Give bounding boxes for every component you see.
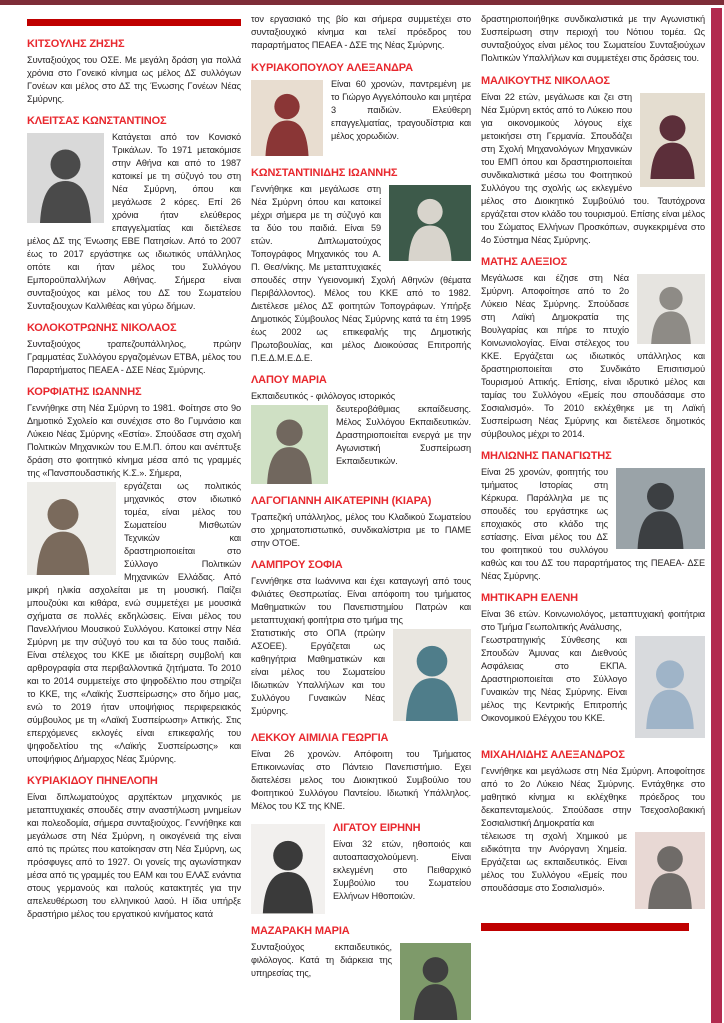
person-bio-part1: Γεννήθηκε και μεγάλωσε στη Νέα Σμύρνη. Αποφοίτησε από το 2ο Λύκειο Νέας Σμύρνης. Εντάχθηκε στο μαθητικό κίνημα κι εκλέχθηκε πρόεδρος του δεκαπενταμελούς. Σπούδασε στην Τσεχοσλοβακική Σοσιαλιστική Δημοκρατία και bbox=[481, 766, 705, 828]
person-bio-part1: Είναι 36 ετών. Κοινωνιολόγος, μεταπτυχιακή φοιτήτρια στο Τμήμα Γεωπολιτικής Ανάλυσης, bbox=[481, 609, 705, 632]
person-bio: Κατάγεται από τον Κονισκό Τρικάλων. Το 1971 μετακόμισε στην Αθήνα και από το 1987 κατοικεί με τη σύζυγό του στη Νέα Σμύρνη, όπου και μεγάλωσε 2 κόρες. Επί 26 χρόνια ήταν ελεύθερος επαγγελματίας και διετέλεσε μέλος ΔΣ της Ένωσης ΕΒΕ Πατησίων. Από το 2007 έως το 2017 εργάστηκε ως ιδιωτικός υπάλληλος οπότε και ήταν μέλος του Συλλόγου Εμποροϋπαλλήλων Αθήνας. Σήμερα είναι συνταξιούχος και μέλος του ΔΣ του Σωματείου Συνταξιουχων Καλλιθέας και γύρω δήμων. bbox=[27, 132, 241, 311]
side-rule bbox=[711, 8, 722, 1023]
person-bio: Συνταξιούχος τραπεζουπάλληλος, πρώην Γραμματέας Συλλόγου εργαζομένων ΕΤΒΑ, μέλος του Παραρτήματος ΠΕΑΕΑ - ΔΣΕ Νέας Σμύρνης. bbox=[27, 339, 241, 375]
person-name: ΛΑΓΟΓΙΑΝΝΗ ΑΙΚΑΤΕΡΙΝΗ (ΚΙΑΡΑ) bbox=[251, 495, 432, 507]
person-bio-part1: Γεννήθηκε στα Ιωάννινα και έχει καταγωγή από τους Φιλιάτες Θεσπρωτίας. Είναι απόφοιτη του τμήματος Μαθηματικών του Πανεπιστημίου Πατρών και μεταπτυχιακή φοιτήτρια στο τμήμα της bbox=[251, 576, 471, 625]
column-1 bbox=[27, 13, 241, 1021]
person-name: ΚΩΝΣΤΑΝΤΙΝΙΔΗΣ ΙΩΑΝΝΗΣ bbox=[251, 167, 398, 179]
person-name: ΛΑΠΟΥ ΜΑΡΙΑ bbox=[251, 374, 327, 386]
person-bio-part2: Γεωστρατηγικής Σύνθεσης και Σπουδών Άμυνας και Διεθνούς Ασφάλειας στο ΕΚΠΑ. Δραστηριοποιείται στο Σύλλογο Γυναικών της Νέας Σμύρνης. Είναι μέλος της Κεντρικής Επιτροπής Οικονομικού Ελέγχου του ΚΚΕ. bbox=[481, 635, 627, 723]
entry-kyriakidou bbox=[27, 775, 241, 921]
section-lead-bar bbox=[27, 19, 241, 26]
entry-kyriakopoulou bbox=[251, 62, 471, 158]
photo-konstantinidis bbox=[389, 185, 471, 261]
person-name: ΜΑΛΙΚΟΥΤΗΣ ΝΙΚΟΛΑΟΣ bbox=[481, 75, 610, 87]
photo-mazaraki bbox=[400, 943, 471, 1020]
entry-michailidis bbox=[481, 749, 705, 911]
person-name: ΛΑΜΠΡΟΥ ΣΟΦΙΑ bbox=[251, 559, 343, 571]
person-name: ΚΥΡΙΑΚΙΔΟΥ ΠΗΝΕΛΟΠΗ bbox=[27, 775, 158, 787]
kyriakidou-bio-continuation: τον εργασιακό της βίο και σήμερα συμμετέχει στο συνταξιουχικό κίνημα και τελεί πρόεδρος του παραρτήματος ΠΕΑΕΑ - ΔΣΕ της Νέας Σμύρνης. bbox=[251, 14, 471, 50]
person-bio: Είναι 60 χρονών, παντρεμένη με το Γιώργο Αγγελόπουλο και μητέρα 3 παιδιών. Ελεύθερη επαγγελματίας, τραγουδίστρια και μέλος χορωδιών. bbox=[331, 79, 471, 141]
person-bio-part2: τέλειωσε τη σχολή Χημικού με ειδικότητα την Ανόργανη Χημεία. Εργάζεται ως εκπαιδευτικός. Είναι μέλος του Συλλόγου «Εμείς που σπουδάσαμε στο Σοσιαλισμό». bbox=[481, 831, 627, 893]
person-name: ΛΕΚΚΟΥ ΑΙΜΙΛΙΑ ΓΕΩΡΓΙΑ bbox=[251, 732, 389, 744]
person-bio: Τραπεζική υπάλληλος, μέλος του Κλαδικού Σωματείου στο χρηματοπιστωτικό, συνδικαλίστρια με το ΠΑΜΕ στην ΟΤΟΕ. bbox=[251, 512, 471, 548]
photo-matis bbox=[637, 274, 705, 344]
photo-kleitsas bbox=[27, 133, 104, 223]
photo-korfiatis bbox=[27, 482, 116, 575]
photo-mitikari bbox=[635, 636, 705, 738]
person-bio: Είναι διπλωματούχος αρχιτέκτων μηχανικός με μεταπτυχιακές σπουδές στην αναστήλωση μνημείων και πολεοδομία, σήμερα συνταξιούχος. Γεννήθηκε και μεγάλωσε στη Νέα Σμύρνη, η οικογένειά της είναι από τις πρώτες που κατοίκησαν στη Νέα Σμύρνη, ως πρόσφυγες από το 1927. Οι γονείς της αγωνίστηκαν μέσα από τις γραμμές του ΕΑΜ και του ΕΛΑΣ ενάντια στους γερμανούς και ιταλούς κατακτητές για την απελευθέρωση του ελληνικού λαού. Η ίδια υπήρξε δραστήριο μέλος του εργατικού κινήματος κατά bbox=[27, 792, 241, 919]
person-bio: Συνταξιούχος εκπαιδευτικός, φιλόλογος. Κατά τη διάρκεια της υπηρεσίας της, bbox=[251, 942, 392, 978]
person-bio-part2: Στατιστικής στο ΟΠΑ (πρώην ΑΣΟΕΕ). Εργάζεται ως καθηγήτρια Μαθηματικών και είναι μέλος του Σωματείου Ιδιωτικών Υπαλλήλων και του Συλλόγου Γυναικών Νέας Σμύρνης. bbox=[251, 628, 385, 716]
photo-ligatou bbox=[251, 824, 325, 914]
person-name: ΜΑΤΗΣ ΑΛΕΞΙΟΣ bbox=[481, 256, 568, 268]
person-bio: Είναι 25 χρονών, φοιτητής του τμήματος Ιστορίας στη Κέρκυρα. Παράλληλα με τις σπουδές του εργάστηκε ως εποχιακός στο κλάδο της εστίασης. Είναι μέλος του ΔΣ του φοιτητικού του συλλόγου καθώς και του ΔΣ του παραρτήματος της ΠΕΑΕΑ- ΔΣΕ Νέας Σμύρνης. bbox=[481, 467, 705, 581]
person-name: ΚΛΕΙΤΣΑΣ ΚΩΝΣΤΑΝΤΙΝΟΣ bbox=[27, 115, 167, 127]
photo-kyriakopoulou bbox=[251, 80, 323, 156]
person-bio: Είναι 22 ετών, μεγάλωσε και ζει στη Νέα Σμύρνη εκτός από το Λύκειο που για οικονομικούς λόγους είχε μετοικήσει στη Γερμανία. Σπουδάζει στη Σχολή Μηχανολόγων Μηχανικών του ΕΜΠ όπου και δραστηριοποιείται συνδικαλιστικά μέσω του Φοιτητικού Συλλόγου της σχολής ως εκλεγμένο μέλος στο Διοικητικό Συμβούλιό του. Ταυτόχρονα εργάζεται στον κλάδο του τουρισμού. Επίσης είναι μέλος του Σώματος Ελλήνων Προσκόπων, συγκεκριμένα στο 4ο Σύστημα Νέας Σμύρνης. bbox=[481, 92, 705, 245]
photo-milionis bbox=[616, 468, 705, 549]
person-name: ΚΟΡΦΙΑΤΗΣ ΙΩΑΝΝΗΣ bbox=[27, 386, 142, 398]
photo-lamprou bbox=[393, 629, 471, 721]
column-3 bbox=[481, 13, 705, 1021]
entry-lagogianni bbox=[251, 495, 471, 550]
entry-malikoutis bbox=[481, 75, 705, 247]
person-bio-part1: Γεννήθηκε στη Νέα Σμύρνη το 1981. Φοίτησε στο 9ο Δημοτικό Σχολείο και συνέχισε στο 8ο Γυμνάσιο και Λύκειο Νέας Σμύρνης «Εστία». Σπούδασε στη σχολή Πολιτικών Μηχανικών του Ε.Μ.Π. όπου και ανέπτυξε δράση στο φοιτητικό κίνημα μέσα από τις γραμμές της «Πανσπουδαστικής Κ.Σ.». Σήμερα, bbox=[27, 403, 241, 478]
entry-lapou bbox=[251, 374, 471, 486]
person-bio: Είναι 26 χρονών. Απόφοιτη του Τμήματος Επικοινωνίας στο Πάντειο Πανεπιστήμιο. Εχει διατελέσει μελος του Διοικητικού Συμβούλιο του Φοιτητικού Συλλόγου Παντείου. Ιδιωτική Υπάλληλος. Μέλος του ΚΣ της ΚΝΕ. bbox=[251, 749, 471, 811]
person-bio-part2: εργάζεται ως πολιτικός μηχανικός στον ιδιωτικό τομέα, είναι μέλος του Σωματείου Μισθωτών Τεχνικών και δραστηριοποιείται στο Σύλλογο Πολιτικών Μηχανικών Ελλάδας. Από μικρή ηλικία ασχολείται με τη μουσική. Παίζει μπουζούκι και κιθάρα, ενώ συμμετέχει με μουσικά σχήματα σε πολλές εκδηλώσεις. Είναι μέλος του Πανελλήνιου Μουσικού Συλλόγου. Κατοικεί στην Νέα Σμύρνη με την σύζυγό του και τα δύο τους παιδιά. Είναι στέλεχος του ΚΚΕ με ιδιαίτερη συμβολή και αρθρογραφία στα περιβαλλοντικά ζητήματα. Το 2010 και το 2014 συμμετείχε στο ψηφοδέλτιο που στηρίζει το ΚΚΕ, της «Λαϊκής Συσπείρωσης» στο δήμο μας, ενώ το 2019 ήταν υποψήφιος περιφερειακός σύμβουλος με τη «Λαϊκή Συσπείρωση» Αττικής. Στις επερχόμενες εκλογές είναι επικεφαλής του ψηφοδελτίου της «Λαϊκής Συσπείρωσης» και υποψήφιος Δήμαρχος Νέας Σμύρνης. bbox=[27, 481, 241, 764]
person-bio-part2: δευτεροβάθμιας εκπαίδευσης. Μέλος Συλλόγου Εκπαιδευτικών. Δραστηριοποιείται ενεργά με την Αγωνιστική Συσπείρωση Εκπαιδευτικών. bbox=[336, 404, 471, 466]
entry-kleitsas bbox=[27, 115, 241, 313]
entry-mitikari bbox=[481, 592, 705, 740]
person-bio: Συνταξιούχος του ΟΣΕ. Με μεγάλη δράση για πολλά χρόνια στο Γονεικό κίνημα ως μέλος ΔΣ συλλόγων Γονέων και μέλος στο ΔΣ της Ένωσης Γονέων Νέας Σμύρνης. bbox=[27, 55, 241, 104]
column-2 bbox=[251, 13, 471, 1021]
top-rule bbox=[0, 0, 724, 5]
entry-kolokotronis bbox=[27, 322, 241, 377]
entry-milionis bbox=[481, 450, 705, 583]
person-name: ΚΙΤΣΟΥΛΗΣ ΖΗΣΗΣ bbox=[27, 38, 125, 50]
person-name: ΜΑΖΑΡΑΚΗ ΜΑΡΙΑ bbox=[251, 925, 350, 937]
person-bio-part1: Εκπαιδευτικός - φιλόλογος ιστορικός bbox=[251, 391, 396, 401]
entry-korfiatis bbox=[27, 386, 241, 766]
person-name: ΜΗΛΙΩΝΗΣ ΠΑΝΑΓΙΩΤΗΣ bbox=[481, 450, 612, 462]
photo-lapou bbox=[251, 405, 328, 484]
entry-ligatou bbox=[251, 822, 471, 916]
columns bbox=[27, 13, 705, 1021]
person-bio: Μεγάλωσε και έζησε στη Νέα Σμύρνη. Αποφοίτησε από το 2ο Λύκειο Νέας Σμύρνης. Σπούδασε στη Λαϊκή Δημοκρατία της Βουλγαρίας και πήρε το πτυχίο Κοινωνιολογίας. Είναι στέλεχος του ΚΚΕ. Εργάζεται ως ιδιωτικός υπάλληλος και δραστηριοποιείται στο Συνδικάτο Επισιτισμού Τουρισμού Αττικής. Επίσης, είναι ιδρυτικό μέλος και ταμίας του Συλλόγου «Εμείς που σπουδάσαμε στο Σοσιαλισμό». Το 2010 εκλέχθηκε με τη Λαϊκή Συσπείρωση Νέας Σμύρνης και διετέλεσε δημοτικός σύμβουλος μέχρι το 2014. bbox=[481, 273, 705, 439]
person-name: ΛΙΓΑΤΟΥ ΕΙΡΗΝΗ bbox=[333, 822, 421, 834]
entry-mazaraki bbox=[251, 925, 471, 1021]
person-name: ΜΙΧΑΗΛΙΔΗΣ ΑΛΕΞΑΝΔΡΟΣ bbox=[481, 749, 625, 761]
photo-malikoutis bbox=[640, 93, 705, 187]
photo-michailidis bbox=[635, 832, 705, 909]
person-name: ΜΗΤΙΚΑΡΗ ΕΛΕΝΗ bbox=[481, 592, 578, 604]
person-bio: Γεννήθηκε και μεγάλωσε στη Νέα Σμύρνη όπου και κατοικεί μέχρι σήμερα με τη σύζυγό και τα δύο του παιδιά. Είναι 59 ετών. Διπλωματούχος Τοπογράφος Μηχανικός του Α. Π. Θεσ/νίκης. Με μεταπτυχιακές σπουδές στην Υγειονομική Σχολή Αθηνών (θέματα Περιβάλλοντος). Μέλος του ΚΚΕ από το 1982. Διετέλεσε μέλος ΔΣ φοιτητών Τοπογράφων. Υπήρξε Δημοτικός Σύμβουλος Νέας Σμύρνης κατά τα έτη 1995 έως 2002 ως επικεφαλής της Δημοτικής Πρωτοβουλίας, και μέλος Διοικούσας Επιτροπής Π.Ε.Δ.Μ.Ε.Δ.Ε. bbox=[251, 184, 471, 363]
entry-kitsoulis bbox=[27, 38, 241, 106]
person-bio: Είναι 32 ετών, ηθοποιός και αυτοαπασχολούμενη. Είναι εκλεγμένη στο Πειθαρχικό Συμβούλιο του Σωματείου Ελλήνων Ηθοποιών. bbox=[333, 839, 471, 901]
entry-lekkou bbox=[251, 732, 471, 813]
person-name: ΚΥΡΙΑΚΟΠΟΥΛΟΥ ΑΛΕΞΑΝΔΡΑ bbox=[251, 62, 413, 74]
person-name: ΚΟΛΟΚΟΤΡΩΝΗΣ ΝΙΚΟΛΑΟΣ bbox=[27, 322, 177, 334]
section-end-bar bbox=[481, 923, 689, 931]
entry-matis bbox=[481, 256, 705, 441]
entry-lamprou bbox=[251, 559, 471, 723]
mazaraki-bio-continuation: δραστηριοποιήθηκε συνδικαλιστικά με την Αγωνιστική Συσπείρωση στην περιοχή του Νότιου τομέα. Ως συνταξιούχος είναι μέλος του Σωματείου Συνταξιούχων Πολιτικών Υπαλλήλων και συμμετέχει στις δράσεις του. bbox=[481, 14, 705, 63]
entry-konstantinidis bbox=[251, 167, 471, 365]
